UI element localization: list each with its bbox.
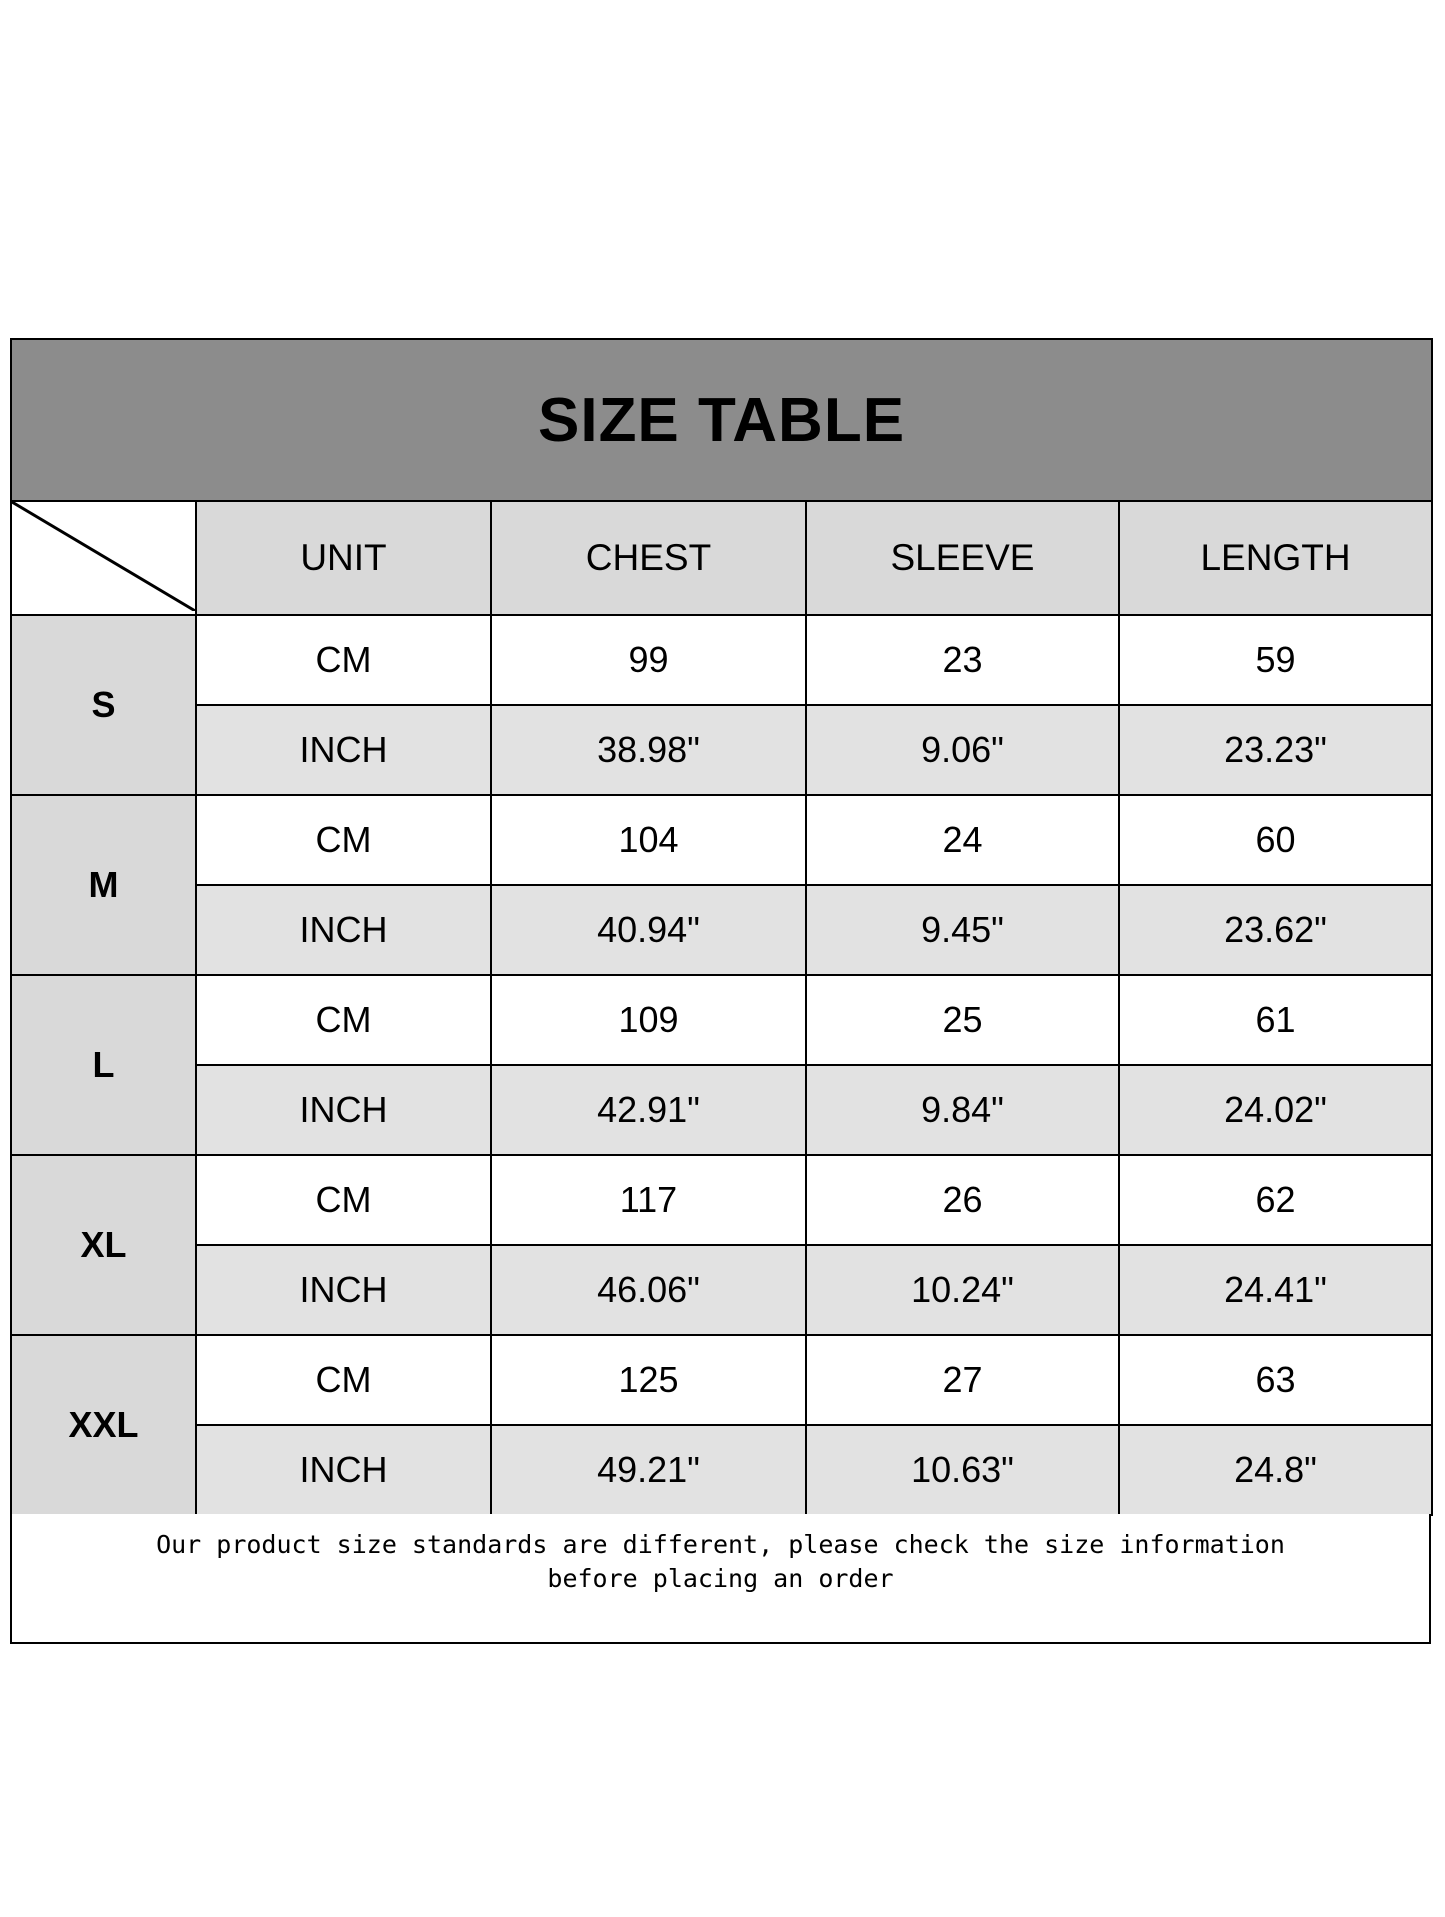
unit-label-cm: CM <box>196 615 491 705</box>
cell-l-inch-chest: 42.91" <box>491 1065 806 1155</box>
cell-m-cm-length: 60 <box>1119 795 1432 885</box>
unit-label-inch: INCH <box>196 1065 491 1155</box>
cell-m-inch-chest: 40.94" <box>491 885 806 975</box>
cell-xl-cm-sleeve: 26 <box>806 1155 1119 1245</box>
cell-s-inch-chest: 38.98" <box>491 705 806 795</box>
unit-label-inch: INCH <box>196 1245 491 1335</box>
table-row <box>11 885 1432 975</box>
cell-l-cm-sleeve: 25 <box>806 975 1119 1065</box>
cell-xxl-cm-sleeve: 27 <box>806 1335 1119 1425</box>
cell-xxl-cm-length: 63 <box>1119 1335 1432 1425</box>
size-label-xxl: XXL <box>11 1335 196 1515</box>
table-row <box>11 975 1432 1065</box>
cell-s-cm-chest: 99 <box>491 615 806 705</box>
cell-m-inch-sleeve: 9.45" <box>806 885 1119 975</box>
table-title-row <box>11 339 1432 501</box>
table-row <box>11 1425 1432 1515</box>
size-label-l: L <box>11 975 196 1155</box>
unit-label-inch: INCH <box>196 885 491 975</box>
cell-l-cm-length: 61 <box>1119 975 1432 1065</box>
cell-xxl-inch-sleeve: 10.63" <box>806 1425 1119 1515</box>
cell-m-cm-chest: 104 <box>491 795 806 885</box>
cell-s-inch-length: 23.23" <box>1119 705 1432 795</box>
size-note-line-2: before placing an order <box>547 1563 894 1593</box>
size-label-s: S <box>11 615 196 795</box>
cell-xxl-inch-length: 24.8" <box>1119 1425 1432 1515</box>
cell-m-inch-length: 23.62" <box>1119 885 1432 975</box>
column-header-unit: UNIT <box>196 501 491 615</box>
column-header-chest: CHEST <box>491 501 806 615</box>
column-header-length: LENGTH <box>1119 501 1432 615</box>
size-table-container <box>10 338 1431 1516</box>
size-note-line-1: Our product size standards are different, please check the size information <box>156 1530 1285 1559</box>
cell-xxl-inch-chest: 49.21" <box>491 1425 806 1515</box>
corner-cell <box>11 501 196 615</box>
unit-label-cm: CM <box>196 1155 491 1245</box>
diagonal-divider-icon <box>12 502 195 611</box>
unit-label-cm: CM <box>196 975 491 1065</box>
cell-l-inch-sleeve: 9.84" <box>806 1065 1119 1155</box>
unit-label-inch: INCH <box>196 1425 491 1515</box>
table-row <box>11 1065 1432 1155</box>
column-header-sleeve: SLEEVE <box>806 501 1119 615</box>
table-row <box>11 1155 1432 1245</box>
table-row <box>11 615 1432 705</box>
table-row <box>11 705 1432 795</box>
cell-xl-inch-length: 24.41" <box>1119 1245 1432 1335</box>
size-note-container <box>10 1514 1431 1644</box>
cell-xl-inch-sleeve: 10.24" <box>806 1245 1119 1335</box>
size-label-xl: XL <box>11 1155 196 1335</box>
unit-label-inch: INCH <box>196 705 491 795</box>
cell-xl-inch-chest: 46.06" <box>491 1245 806 1335</box>
cell-s-inch-sleeve: 9.06" <box>806 705 1119 795</box>
size-table <box>10 338 1433 1516</box>
cell-xl-cm-length: 62 <box>1119 1155 1432 1245</box>
cell-m-cm-sleeve: 24 <box>806 795 1119 885</box>
cell-xl-cm-chest: 117 <box>491 1155 806 1245</box>
cell-l-cm-chest: 109 <box>491 975 806 1065</box>
table-header-row <box>11 501 1432 615</box>
size-label-m: M <box>11 795 196 975</box>
cell-xxl-cm-chest: 125 <box>491 1335 806 1425</box>
page-title: SIZE TABLE <box>11 339 1432 501</box>
table-row <box>11 1335 1432 1425</box>
table-row <box>11 1245 1432 1335</box>
table-row <box>11 795 1432 885</box>
unit-label-cm: CM <box>196 1335 491 1425</box>
unit-label-cm: CM <box>196 795 491 885</box>
cell-s-cm-sleeve: 23 <box>806 615 1119 705</box>
cell-l-inch-length: 24.02" <box>1119 1065 1432 1155</box>
cell-s-cm-length: 59 <box>1119 615 1432 705</box>
